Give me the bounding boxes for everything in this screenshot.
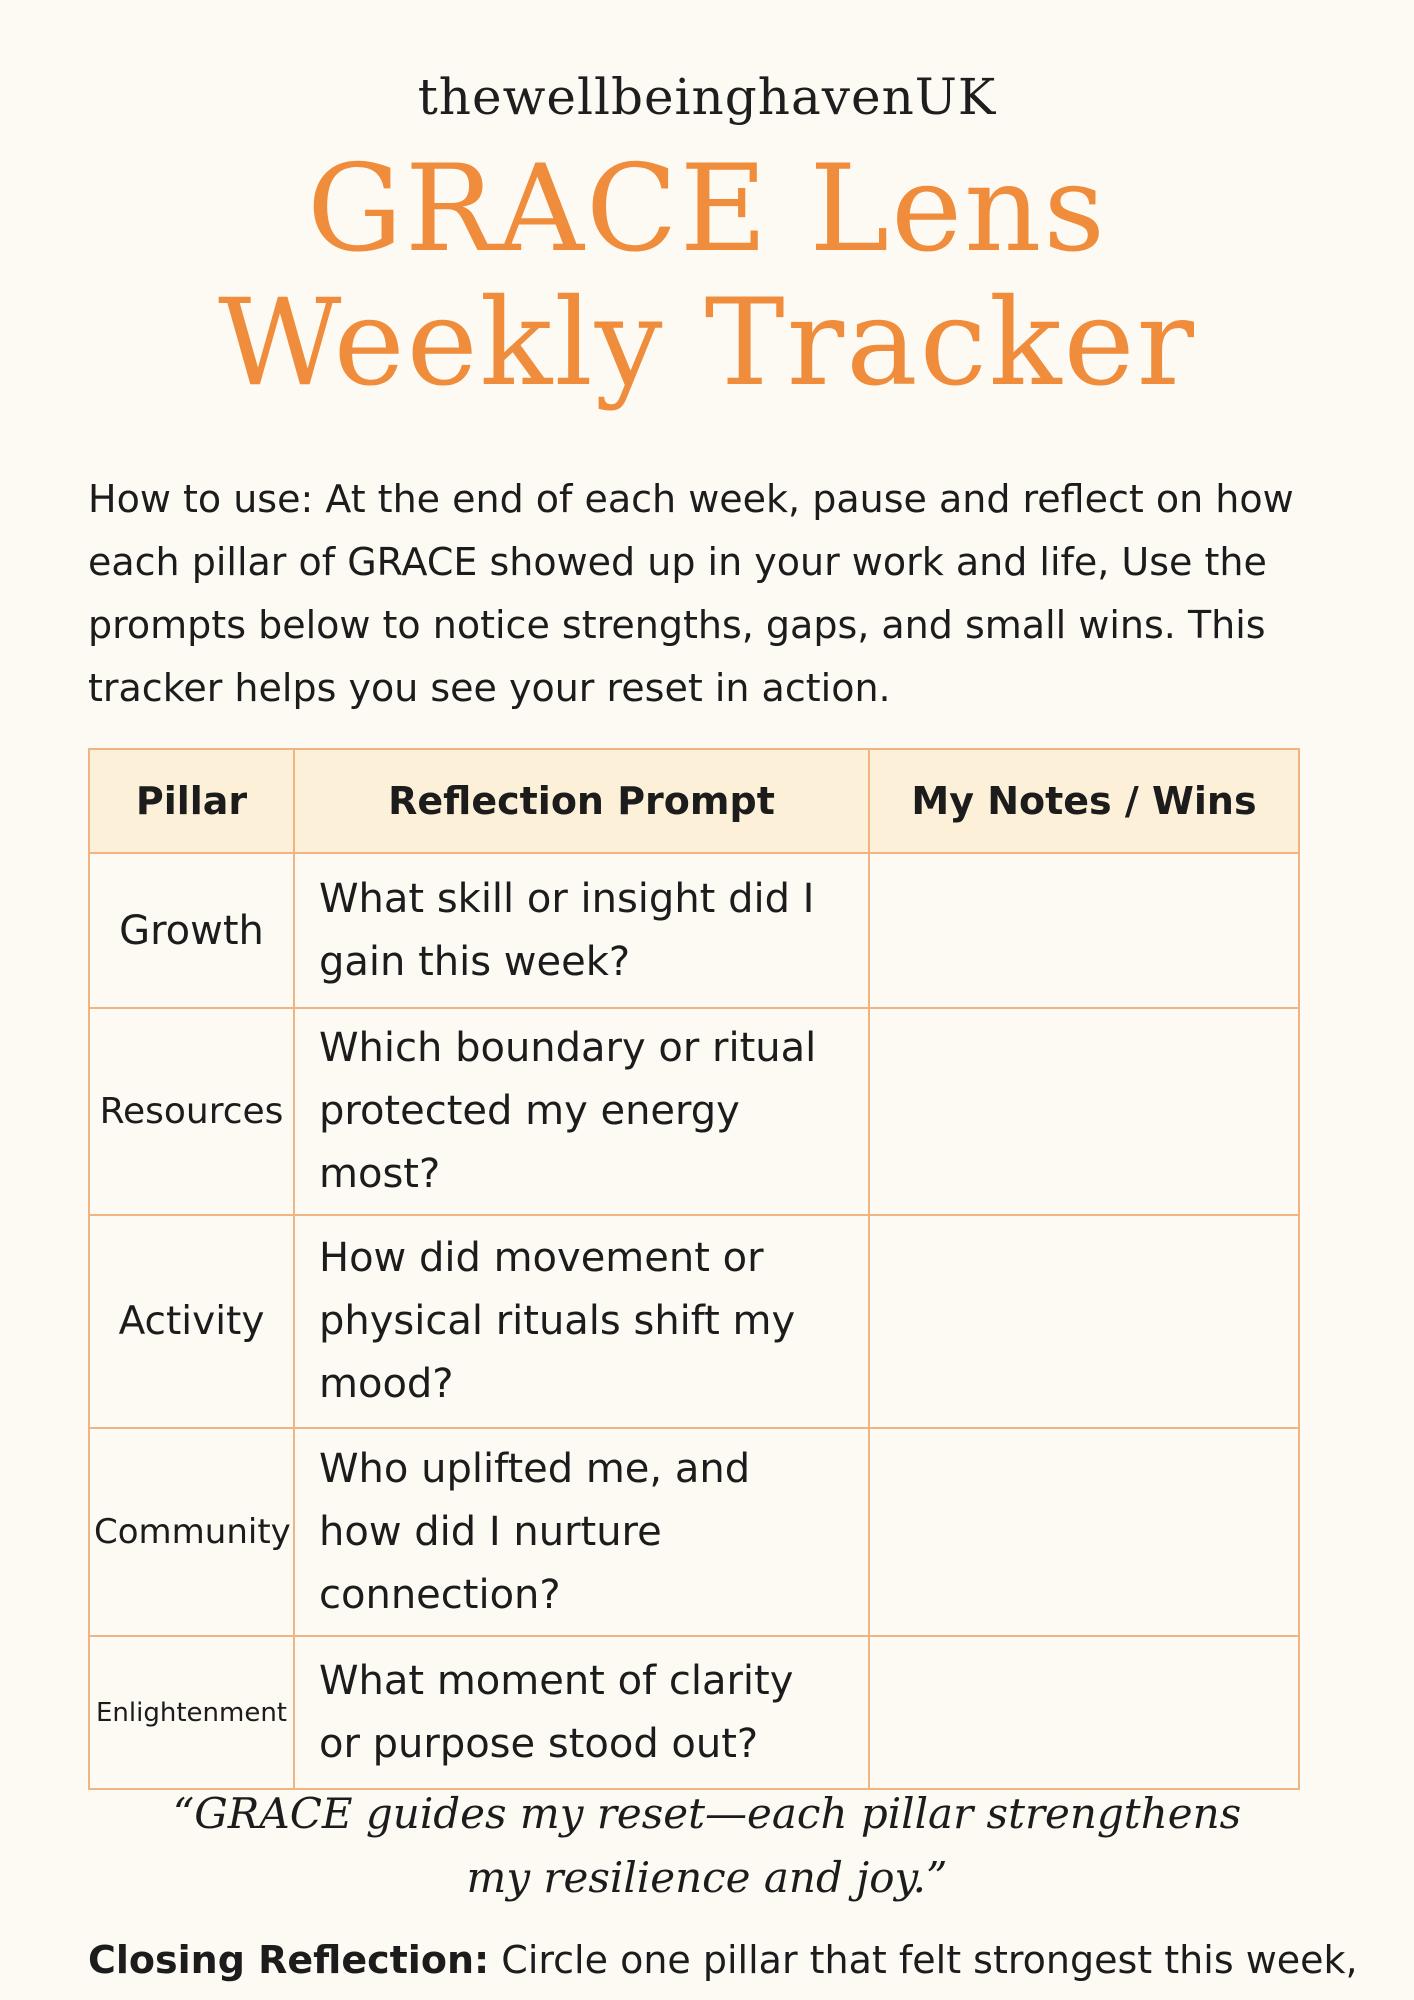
quote-line-1: “GRACE guides my reset—each pillar strengthens: [172, 1789, 1242, 1838]
closing-reflection-text: Circle one pillar that felt strongest this week,: [489, 1938, 1358, 1982]
column-header-pillar: Pillar: [89, 749, 294, 853]
pillar-cell: Activity: [89, 1215, 294, 1428]
closing-reflection-label: Closing Reflection:: [88, 1938, 490, 1982]
prompt-cell: How did movement or physical rituals shift my mood?: [294, 1215, 869, 1428]
table-row: [89, 853, 1299, 1008]
notes-cell[interactable]: [869, 1215, 1299, 1428]
table-row: [89, 1428, 1299, 1636]
notes-cell[interactable]: [869, 1636, 1299, 1789]
prompt-cell: What skill or insight did I gain this week?: [294, 853, 869, 1008]
grace-quote: [0, 1782, 1414, 1910]
quote-line-2: my resilience and joy.”: [466, 1853, 948, 1902]
page-title-line-1: GRACE Lens: [307, 140, 1107, 279]
brand-name: thewellbeinghavenUK: [417, 68, 997, 126]
grace-tracker-table: [88, 748, 1300, 1790]
column-header-notes-wins: My Notes / Wins: [869, 749, 1299, 853]
table-row: [89, 1008, 1299, 1215]
pillar-cell: Growth: [89, 853, 294, 1008]
notes-cell[interactable]: [869, 853, 1299, 1008]
pillar-cell: Community: [89, 1428, 294, 1636]
how-to-use-paragraph: [88, 468, 1348, 720]
prompt-cell: What moment of clarity or purpose stood out?: [294, 1636, 869, 1789]
table-row: [89, 1636, 1299, 1789]
closing-reflection: [88, 1930, 1388, 1990]
pillar-cell: Resources: [89, 1008, 294, 1215]
how-to-use-label: How to use:: [88, 477, 314, 521]
table-row: [89, 1215, 1299, 1428]
notes-cell[interactable]: [869, 1008, 1299, 1215]
how-to-use-text: At the end of each week, pause and reflect on how each pillar of GRACE showed up in your work and life, Use the prompts below to notice strengths, gaps, and small wins. This tracker helps you see your reset in action.: [88, 477, 1294, 710]
prompt-cell: Which boundary or ritual protected my energy most?: [294, 1008, 869, 1215]
notes-cell[interactable]: [869, 1428, 1299, 1636]
pillar-cell: Enlightenment: [89, 1636, 294, 1789]
column-header-reflection-prompt: Reflection Prompt: [294, 749, 869, 853]
table-header-row: [89, 749, 1299, 853]
prompt-cell: Who uplifted me, and how did I nurture connection?: [294, 1428, 869, 1636]
page-title-line-2: Weekly Tracker: [218, 274, 1196, 413]
